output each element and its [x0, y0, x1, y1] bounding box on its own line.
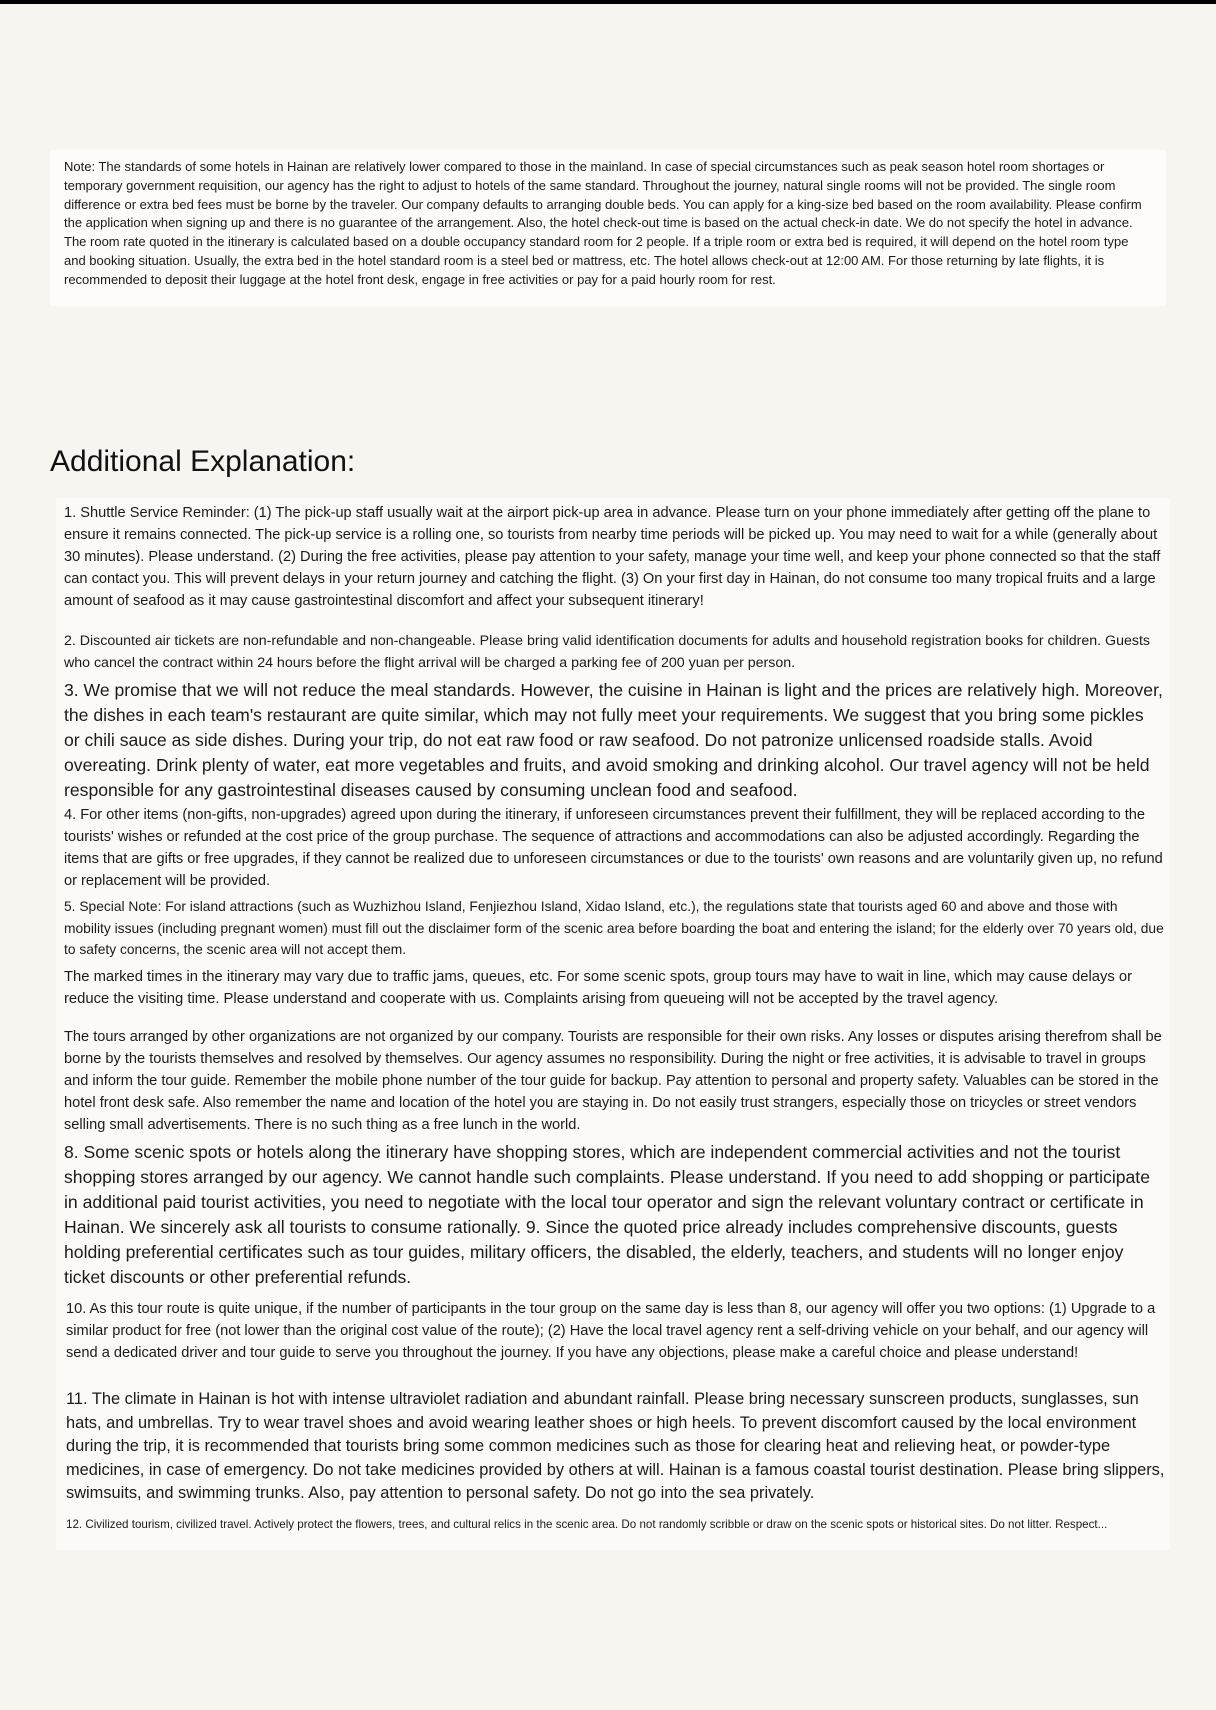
- item-civilized-tourism: 12. Civilized tourism, civilized travel. Actively protect the flowers, trees, and cultural relics in the scenic area. Do not randomly scribble or draw on the scenic spots or historical sites. Do not litter. Respect...: [66, 1518, 1108, 1531]
- explanation-list: [56, 498, 1170, 1550]
- item-air-tickets: 2. Discounted air tickets are non-refundable and non-changeable. Please bring valid identification documents for adults and household registration books for children. Guests who cancel the contract within 24 hours before the flight arrival will be charged a parking fee of 200 yuan per person.: [64, 633, 1151, 671]
- item-shopping-stores: 8. Some scenic spots or hotels along the itinerary have shopping stores, which are independent commercial activities and not the tourist shopping stores arranged by our agency. We cannot handle such complaints. Please understand. If you need to add shopping or participate in additional paid tourist activities, you need to negotiate with the local tour operator and sign the relevant voluntary contract or certificate in Hainan. We sincerely ask all tourists to consume rationally. 9. Since the quoted price already includes comprehensive discounts, guests holding preferential certificates such as tour guides, military officers, the disabled, the elderly, teachers, and students will no longer enjoy ticket discounts or other preferential refunds.: [64, 1142, 1150, 1287]
- item-tour-route: 10. As this tour route is quite unique, if the number of participants in the tour group on the same day is less than 8, our agency will offer you two options: (1) Upgrade to a similar product for free (not lower than the original cost value of the route); (2) Have the local travel agency rent a self-driving vehicle on your behalf, and our agency will send a dedicated driver and tour guide to serve you throughout the journey. If you have any objections, please make a careful choice and please understand!: [66, 1301, 1156, 1361]
- item-special-note: 5. Special Note: For island attractions (such as Wuzhizhou Island, Fenjiezhou Island, Xidao Island, etc.), the regulations state that tourists aged 60 and above and those with mobility issues (including pregnant women) must fill out the disclaimer form of the scenic area before boarding the boat and entering the island; for the elderly over 70 years old, due to safety concerns, the scenic area will not accept them.: [64, 899, 1164, 957]
- hotel-note: Note: The standards of some hotels in Hainan are relatively lower compared to those in the mainland. In case of special circumstances such as peak season hotel room shortages or temporary government requisition, our agency has the right to adjust to hotels of the same standard. Throughout the journey, natural single rooms will not be provided. The single room difference or extra bed fees must be borne by the traveler. Our company defaults to arranging double beds. You can apply for a king-size bed based on the room availability. Please confirm the application when signing up and there is no guarantee of the arrangement. Also, the hotel check-out time is based on the actual check-in date. We do not specify the hotel in advance. The room rate quoted in the itinerary is calculated based on a double occupancy standard room for 2 people. If a triple room or extra bed is required, it will depend on the hotel room type and booking situation. Usually, the extra bed in the hotel standard room is a steel bed or mattress, etc. The hotel allows check-out at 12:00 AM. For those returning by late flights, it is recommended to deposit their luggage at the hotel front desk, engage in free activities or pay for a paid hourly room for rest.: [50, 150, 1166, 306]
- item-shuttle-service: 1. Shuttle Service Reminder: (1) The pick-up staff usually wait at the airport pick-up area in advance. Please turn on your phone immediately after getting off the plane to ensure it remains connected. The pick-up service is a rolling one, so tourists from nearby time periods will be picked up. You may need to wait for a while (generally about 30 minutes). Please understand. (2) During the free activities, please pay attention to your safety, manage your time well, and keep your phone connected so that the staff can contact you. This will prevent delays in your return journey and catching the flight. (3) On your first day in Hainan, do not consume too many tropical fruits and a large amount of seafood as it may cause gastrointestinal discomfort and affect your subsequent itinerary!: [64, 505, 1161, 609]
- item-climate: 11. The climate in Hainan is hot with intense ultraviolet radiation and abundant rainfall. Please bring necessary sunscreen products, sunglasses, sun hats, and umbrellas. Try to wear travel shoes and avoid wearing leather shoes or high heels. To prevent discomfort caused by the local environment during the trip, it is recommended that tourists bring some common medicines such as those for clearing heat and relieving heat, or powder-type medicines, in case of emergency. Do not take medicines provided by others at will. Hainan is a famous coastal tourist destination. Please bring slippers, swimsuits, and swimming trunks. Also, pay attention to personal safety. Do not go into the sea privately.: [66, 1390, 1165, 1503]
- item-other-items: 4. For other items (non-gifts, non-upgrades) agreed upon during the itinerary, if unforeseen circumstances prevent their fulfillment, they will be replaced according to the tourists' wishes or refunded at the cost price of the group purchase. The sequence of attractions and accommodations can also be adjusted accordingly. Regarding the items that are gifts or free upgrades, if they cannot be realized due to unforeseen circumstances or due to the tourists' own reasons and are voluntarily given up, no refund or replacement will be provided.: [64, 807, 1163, 889]
- item-other-tours: The tours arranged by other organizations are not organized by our company. Tourists are responsible for their own risks. Any losses or disputes arising therefrom shall be borne by the tourists themselves and resolved by themselves. Our agency assumes no responsibility. During the night or free activities, it is advisable to travel in groups and inform the tour guide. Remember the mobile phone number of the tour guide for backup. Pay attention to personal and property safety. Valuables can be stored in the hotel front desk safe. Also remember the name and location of the hotel you are staying in. Do not easily trust strangers, especially those on tricycles or street vendors selling small advertisements. There is no such thing as a free lunch in the world.: [64, 1029, 1162, 1133]
- item-meal-standards: 3. We promise that we will not reduce the meal standards. However, the cuisine in Hainan is light and the prices are relatively high. Moreover, the dishes in each team's restaurant are quite similar, which may not fully meet your requirements. We suggest that you bring some pickles or chili sauce as side dishes. During your trip, do not eat raw food or raw seafood. Do not patronize unlicensed roadside stalls. Avoid overeating. Drink plenty of water, eat more vegetables and fruits, and avoid smoking and drinking alcohol. Our travel agency will not be held responsible for any gastrointestinal diseases caused by consuming unclean food and seafood.: [64, 680, 1163, 800]
- item-marked-times: The marked times in the itinerary may vary due to traffic jams, queues, etc. For some scenic spots, group tours may have to wait in line, which may cause delays or reduce the visiting time. Please understand and cooperate with us. Complaints arising from queueing will not be accepted by the travel agency.: [64, 969, 1133, 1007]
- section-title: Additional Explanation:: [50, 445, 356, 478]
- top-border: [0, 0, 1216, 4]
